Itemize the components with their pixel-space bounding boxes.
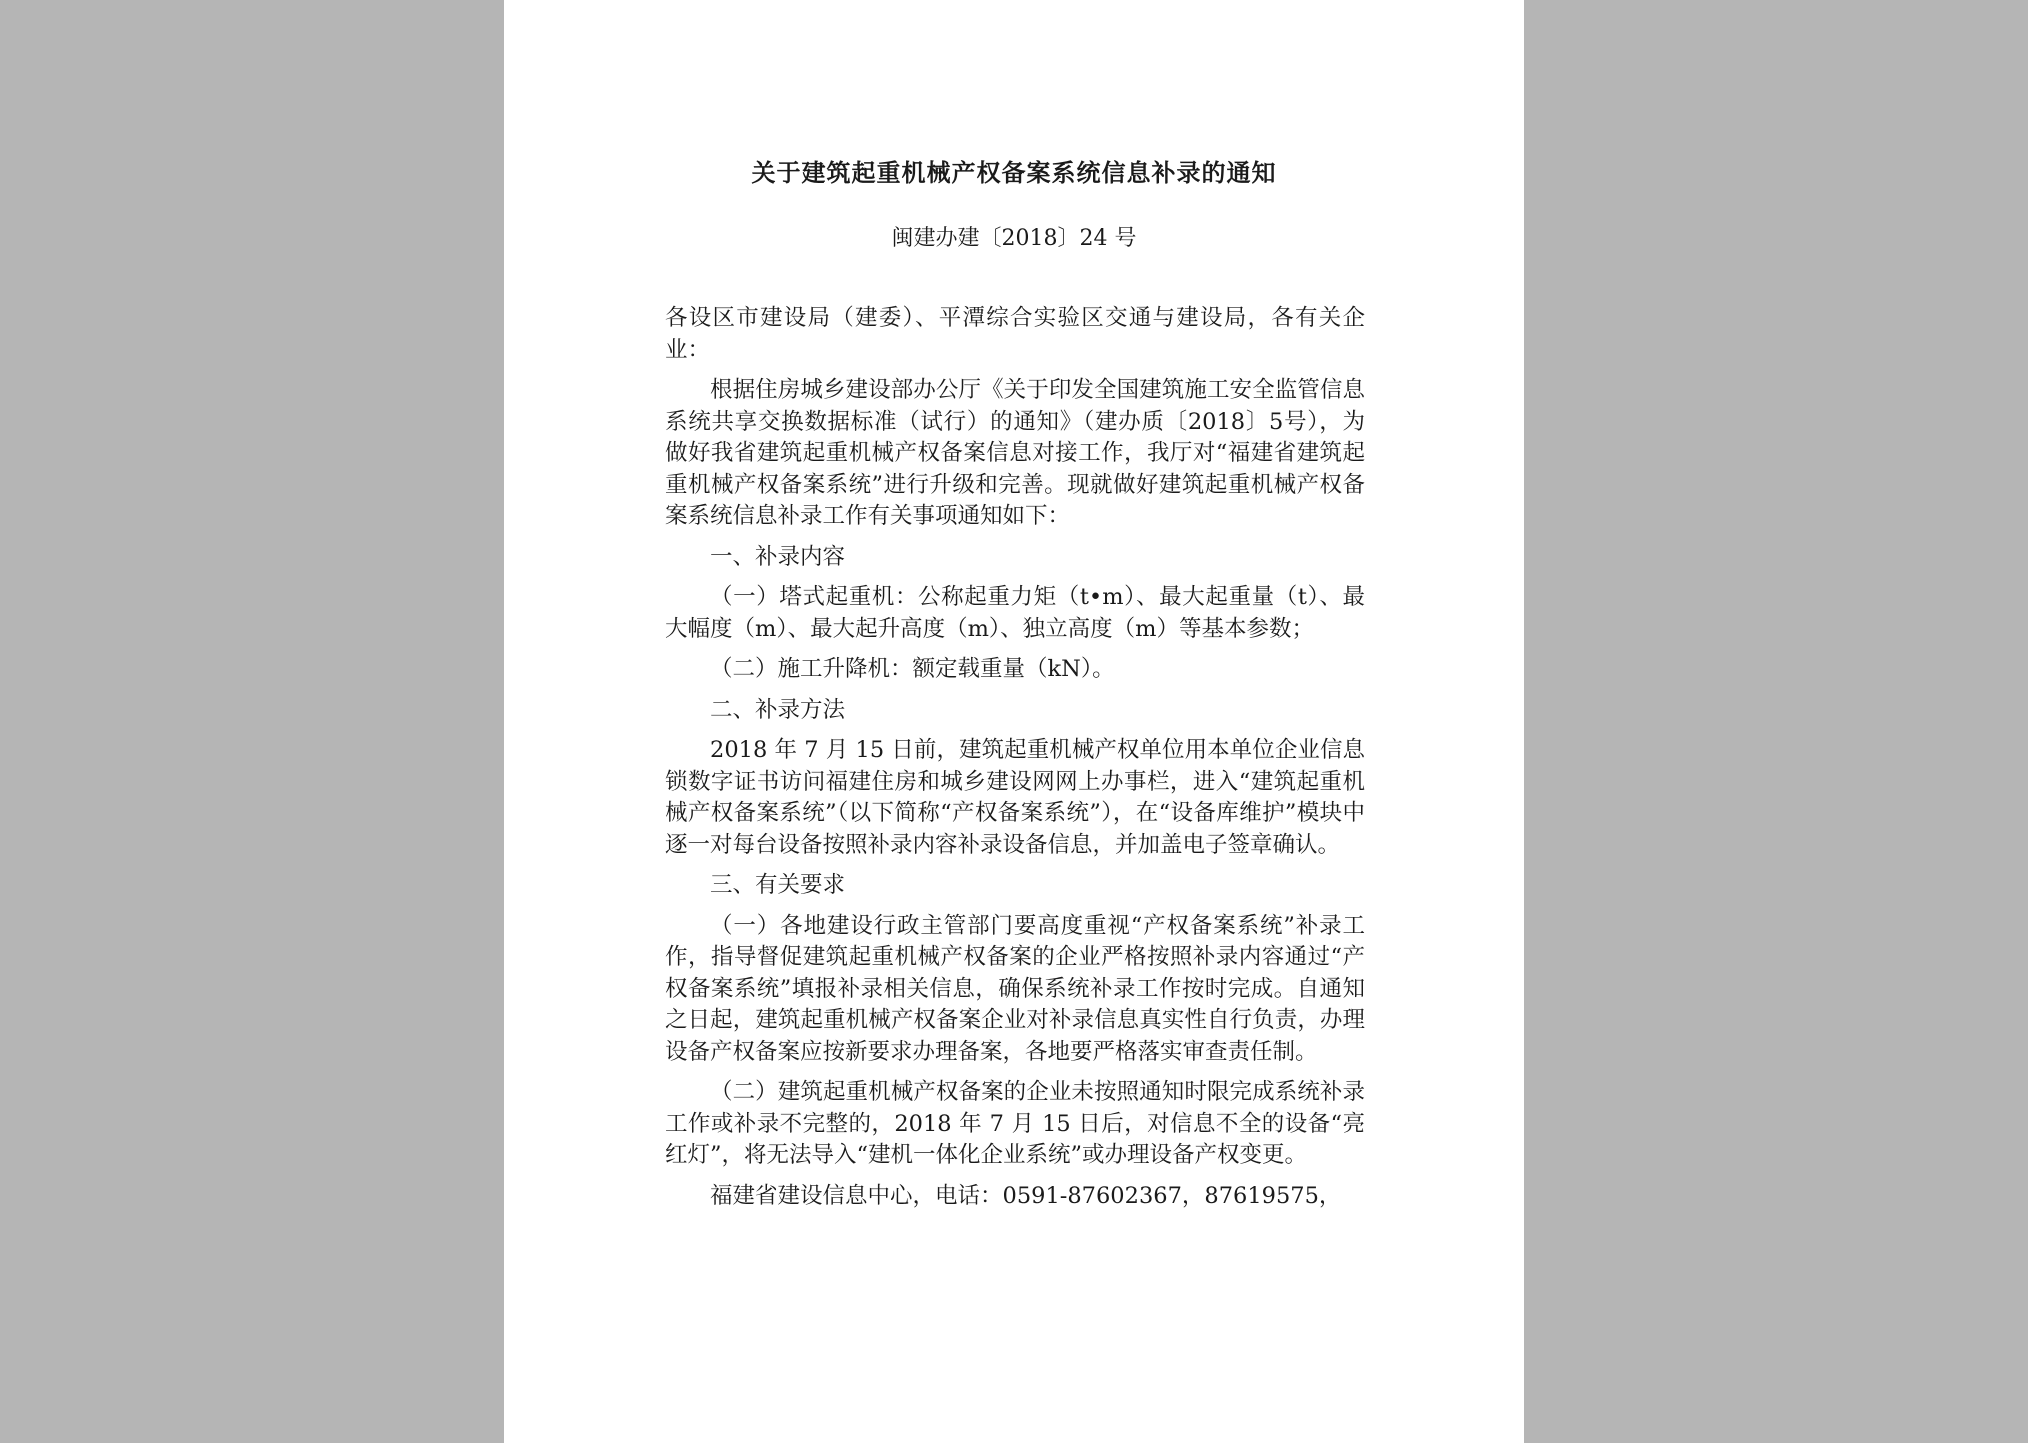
paragraph-section-1-item-2: （二）施工升降机：额定载重量（kN）。	[710, 656, 1115, 682]
document-page	[504, 0, 1524, 1443]
document-title: 关于建筑起重机械产权备案系统信息补录的通知	[751, 158, 1277, 187]
paragraph-section-3-item-2: （二）建筑起重机械产权备案的企业未按照通知时限完成系统补录工作或补录不完整的，2018 年 7 月 15 日后，对信息不全的设备“亮红灯”，将无法导入“建机一体化企业系统”或办理设备产权变更。	[665, 1079, 1365, 1168]
paragraph-intro: 根据住房城乡建设部办公厅《关于印发全国建筑施工安全监管信息系统共享交换数据标准（试行）的通知》（建办质〔2018〕5号），为做好我省建筑起重机械产权备案信息对接工作，我厅对“福建省建筑起重机械产权备案系统”进行升级和完善。现就做好建筑起重机械产权备案系统信息补录工作有关事项通知如下：	[665, 377, 1365, 529]
document-number: 闽建办建〔2018〕24 号	[891, 226, 1137, 251]
heading-section-1: 一、补录内容	[710, 543, 846, 570]
paragraph-section-2: 2018 年 7 月 15 日前，建筑起重机械产权单位用本单位企业信息锁数字证书访问福建住房和城乡建设网网上办事栏，进入“建筑起重机械产权备案系统”（以下简称“产权备案系统”），在“设备库维护”模块中逐一对每台设备按照补录内容补录设备信息，并加盖电子签章确认。	[665, 737, 1365, 858]
document-body	[665, 303, 1365, 1221]
paragraph-contact: 福建省建设信息中心，电话：0591-87602367，87619575，	[710, 1182, 1342, 1209]
heading-section-2: 二、补录方法	[710, 696, 846, 723]
paragraph-section-3-item-1: （一）各地建设行政主管部门要高度重视“产权备案系统”补录工作，指导督促建筑起重机械产权备案的企业严格按照补录内容通过“产权备案系统”填报补录相关信息，确保系统补录工作按时完成。自通知之日起，建筑起重机械产权备案企业对补录信息真实性自行负责，办理设备产权备案应按新要求办理备案，各地要严格落实审查责任制。	[665, 912, 1365, 1065]
salutation: 各设区市建设局（建委）、平潭综合实验区交通与建设局，各有关企业：	[665, 305, 1365, 363]
paragraph-section-1-item-1: （一）塔式起重机：公称起重力矩（t•m）、最大起重量（t）、最大幅度（m）、最大起升高度（m）、独立高度（m）等基本参数；	[665, 584, 1365, 642]
heading-section-3: 三、有关要求	[710, 872, 846, 898]
